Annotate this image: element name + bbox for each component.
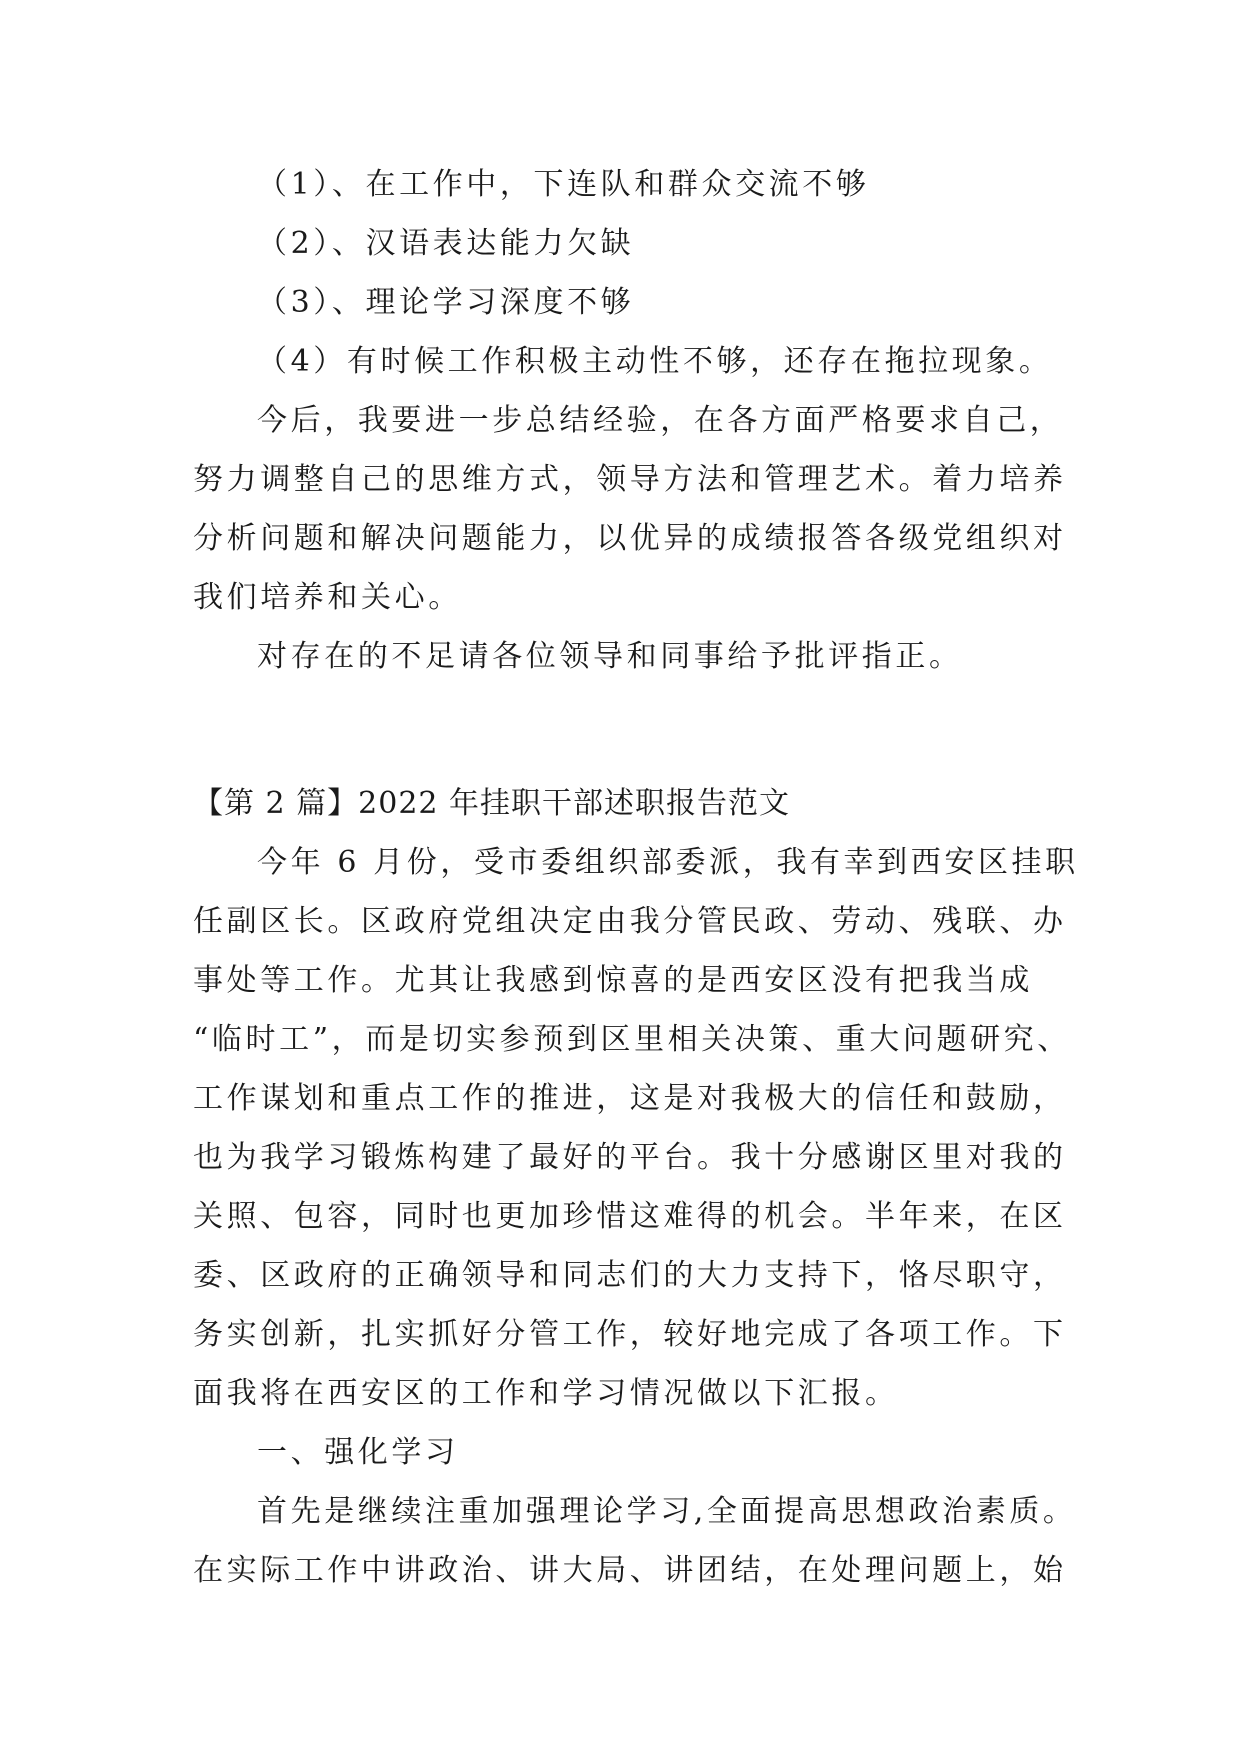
paragraph-line: 关照、包容，同时也更加珍惜这难得的机会。半年来，在区 [193,1199,1067,1234]
paragraph-line: 务实创新，扎实抓好分管工作，较好地完成了各项工作。下 [193,1317,1067,1352]
list-item-2: （2）、汉语表达能力欠缺 [257,226,635,261]
paragraph-line: 分析问题和解决问题能力，以优异的成绩报答各级党组织对 [193,521,1067,556]
paragraph-line: 也为我学习锻炼构建了最好的平台。我十分感谢区里对我的 [193,1140,1067,1175]
paragraph-line: 工作谋划和重点工作的推进，这是对我极大的信任和鼓励， [193,1081,1067,1116]
paragraph-line: 面我将在西安区的工作和学习情况做以下汇报。 [193,1376,899,1411]
paragraph-line: 我们培养和关心。 [193,580,462,615]
article-heading: 【第 2 篇】2022 年挂职干部述职报告范文 [193,786,791,821]
section-gap [193,686,1053,774]
paragraph-line: 今年 6 月份，受市委组织部委派，我有幸到西安区挂职 [257,845,1079,880]
paragraph-line: 对存在的不足请各位领导和同事给予批评指正。 [257,639,963,674]
paragraph-line: 今后，我要进一步总结经验，在各方面严格要求自己， [257,403,1064,438]
paragraph-line: 在实际工作中讲政治、讲大局、讲团结，在处理问题上，始 [193,1553,1067,1588]
list-item-3: （3）、理论学习深度不够 [257,285,635,320]
list-item-1: （1）、在工作中，下连队和群众交流不够 [257,167,870,202]
paragraph-line: 任副区长。区政府党组决定由我分管民政、劳动、残联、办 [193,904,1067,939]
paragraph-line: 委、区政府的正确领导和同志们的大力支持下，恪尽职守， [193,1258,1067,1293]
paragraph-line: 事处等工作。尤其让我感到惊喜的是西安区没有把我当成 [193,963,1033,998]
section-subheading: 一、强化学习 [257,1435,459,1470]
document-body [193,155,1079,1600]
list-item-4: （4）有时候工作积极主动性不够，还存在拖拉现象。 [257,344,1053,379]
paragraph-line: 首先是继续注重加强理论学习,全面提高思想政治素质。 [257,1494,1077,1529]
paragraph-line: “临时工”，而是切实参预到区里相关决策、重大问题研究、 [193,1022,1071,1057]
paragraph-line: 努力调整自己的思维方式，领导方法和管理艺术。着力培养 [193,462,1067,497]
